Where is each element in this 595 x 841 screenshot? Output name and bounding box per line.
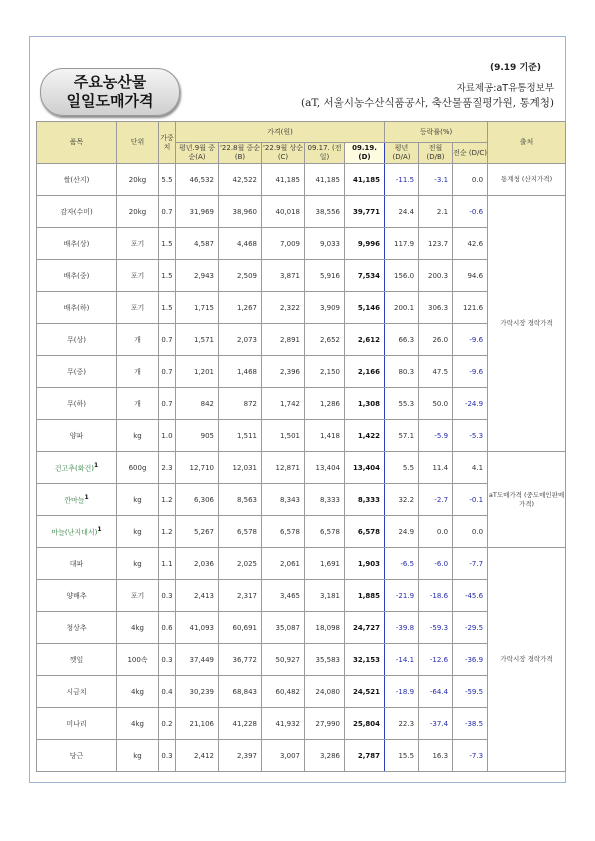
rate-r1: -18.9	[385, 676, 419, 708]
unit: 20kg	[117, 164, 159, 196]
footnote-mark: 1	[84, 493, 89, 501]
rate-r1: -14.1	[385, 644, 419, 676]
unit: 개	[117, 356, 159, 388]
rate-r2: 11.4	[419, 452, 453, 484]
item-name-text: 마늘(난지대서)	[51, 528, 98, 537]
weight: 0.3	[159, 740, 176, 772]
weight: 1.1	[159, 548, 176, 580]
data-sources: (aT, 서울시농수산식품공사, 축산물품질평가원, 통계청)	[301, 97, 554, 109]
weight: 1.0	[159, 420, 176, 452]
item-name	[37, 740, 117, 772]
table-row	[37, 548, 566, 580]
rate-r2: -64.4	[419, 676, 453, 708]
header-rate-year: 평년 (D/A)	[385, 143, 419, 164]
price-prev: 27,990	[305, 708, 345, 740]
price-d: 5,146	[345, 292, 385, 324]
rate-r3: -0.6	[453, 196, 488, 228]
table-row	[37, 452, 566, 484]
price-prev: 3,286	[305, 740, 345, 772]
price-d: 1,308	[345, 388, 385, 420]
table-row	[37, 516, 566, 548]
weight: 0.3	[159, 580, 176, 612]
weight: 1.2	[159, 516, 176, 548]
price-a: 21,106	[176, 708, 219, 740]
price-a: 1,571	[176, 324, 219, 356]
unit: kg	[117, 740, 159, 772]
price-b: 2,073	[219, 324, 262, 356]
price-b: 60,691	[219, 612, 262, 644]
unit: kg	[117, 420, 159, 452]
price-b: 8,563	[219, 484, 262, 516]
rate-r3: -38.5	[453, 708, 488, 740]
item-name	[37, 644, 117, 676]
header-price-d: 09.19. (D)	[345, 143, 385, 164]
unit: kg	[117, 516, 159, 548]
rate-r1: 200.1	[385, 292, 419, 324]
price-a: 1,201	[176, 356, 219, 388]
weight: 0.7	[159, 356, 176, 388]
item-name	[37, 708, 117, 740]
item-name-text: 배추(상)	[63, 239, 90, 248]
price-a: 31,969	[176, 196, 219, 228]
unit: 포기	[117, 292, 159, 324]
price-c: 2,061	[262, 548, 305, 580]
weight: 0.7	[159, 324, 176, 356]
rate-r1: -39.8	[385, 612, 419, 644]
rate-r2: -37.4	[419, 708, 453, 740]
price-b: 41,228	[219, 708, 262, 740]
rate-r2: -59.3	[419, 612, 453, 644]
unit: 포기	[117, 228, 159, 260]
weight: 1.5	[159, 228, 176, 260]
footnote-mark: 1	[97, 525, 102, 533]
item-name	[37, 452, 117, 484]
item-name-text: 깻잎	[69, 655, 84, 664]
rate-r3: -9.6	[453, 356, 488, 388]
price-prev: 18,098	[305, 612, 345, 644]
reference-date: (9.19 기준)	[490, 63, 541, 73]
price-c: 40,018	[262, 196, 305, 228]
rate-r3: -45.6	[453, 580, 488, 612]
weight: 1.2	[159, 484, 176, 516]
rate-r2: 200.3	[419, 260, 453, 292]
rate-r1: 117.9	[385, 228, 419, 260]
rate-r2: 2.1	[419, 196, 453, 228]
item-name	[37, 196, 117, 228]
header-weight: 가중치	[159, 122, 176, 164]
rate-r2: 16.3	[419, 740, 453, 772]
price-prev: 9,033	[305, 228, 345, 260]
price-prev: 2,652	[305, 324, 345, 356]
price-table	[36, 121, 566, 772]
unit: kg	[117, 484, 159, 516]
price-b: 38,960	[219, 196, 262, 228]
price-c: 3,871	[262, 260, 305, 292]
table-row	[37, 196, 566, 228]
table-row	[37, 356, 566, 388]
item-name	[37, 484, 117, 516]
source-cell: 가락시장 경락가격	[488, 548, 566, 772]
weight: 0.4	[159, 676, 176, 708]
item-name	[37, 292, 117, 324]
rate-r3: -29.5	[453, 612, 488, 644]
price-d: 24,727	[345, 612, 385, 644]
rate-r2: 26.0	[419, 324, 453, 356]
weight: 1.5	[159, 260, 176, 292]
price-c: 1,742	[262, 388, 305, 420]
header-unit: 단위	[117, 122, 159, 164]
unit: 4kg	[117, 676, 159, 708]
price-c: 2,396	[262, 356, 305, 388]
weight: 2.3	[159, 452, 176, 484]
price-c: 41,932	[262, 708, 305, 740]
unit: 4kg	[117, 708, 159, 740]
item-name	[37, 676, 117, 708]
rate-r3: -24.9	[453, 388, 488, 420]
price-prev: 5,916	[305, 260, 345, 292]
item-name-text: 무(상)	[67, 335, 86, 344]
rate-r3: -7.7	[453, 548, 488, 580]
table-row	[37, 484, 566, 516]
price-d: 13,404	[345, 452, 385, 484]
table-row	[37, 612, 566, 644]
unit: 포기	[117, 580, 159, 612]
rate-r1: 66.3	[385, 324, 419, 356]
price-b: 6,578	[219, 516, 262, 548]
rate-r2: 306.3	[419, 292, 453, 324]
unit: 개	[117, 388, 159, 420]
price-d: 1,422	[345, 420, 385, 452]
table-row	[37, 420, 566, 452]
price-prev: 13,404	[305, 452, 345, 484]
price-d: 1,903	[345, 548, 385, 580]
source-cell: 통계청 (산지가격)	[488, 164, 566, 196]
price-b: 2,317	[219, 580, 262, 612]
price-d: 41,185	[345, 164, 385, 196]
table-row	[37, 708, 566, 740]
price-d: 25,804	[345, 708, 385, 740]
price-a: 30,239	[176, 676, 219, 708]
price-a: 905	[176, 420, 219, 452]
price-prev: 41,185	[305, 164, 345, 196]
title-line1: 주요농산물	[73, 73, 147, 91]
price-c: 7,009	[262, 228, 305, 260]
item-name-text: 깐마늘	[64, 496, 85, 505]
title-badge	[40, 68, 180, 116]
header-rate-month: 전월 (D/B)	[419, 143, 453, 164]
header-rate-group: 등락률(%)	[385, 122, 488, 143]
rate-r3: -36.9	[453, 644, 488, 676]
price-b: 872	[219, 388, 262, 420]
rate-r2: -2.7	[419, 484, 453, 516]
item-name	[37, 356, 117, 388]
header-price-group: 가격(원)	[176, 122, 385, 143]
item-name-text: 당근	[69, 751, 84, 760]
rate-r1: 22.3	[385, 708, 419, 740]
unit: 20kg	[117, 196, 159, 228]
price-a: 2,036	[176, 548, 219, 580]
item-name-text: 미나리	[66, 719, 87, 728]
price-b: 2,509	[219, 260, 262, 292]
rate-r1: -6.5	[385, 548, 419, 580]
price-c: 50,927	[262, 644, 305, 676]
rate-r3: -9.6	[453, 324, 488, 356]
item-name	[37, 612, 117, 644]
rate-r2: 123.7	[419, 228, 453, 260]
table-row	[37, 644, 566, 676]
rate-r3: -5.3	[453, 420, 488, 452]
item-name	[37, 260, 117, 292]
item-name	[37, 388, 117, 420]
rate-r1: 57.1	[385, 420, 419, 452]
item-name-text: 대파	[69, 559, 84, 568]
unit: 개	[117, 324, 159, 356]
price-a: 2,413	[176, 580, 219, 612]
price-prev: 8,333	[305, 484, 345, 516]
unit: 600g	[117, 452, 159, 484]
header-price-a: 평년.9월 중순(A)	[176, 143, 219, 164]
price-c: 3,465	[262, 580, 305, 612]
rate-r3: 94.6	[453, 260, 488, 292]
price-c: 2,891	[262, 324, 305, 356]
price-b: 1,468	[219, 356, 262, 388]
price-c: 6,578	[262, 516, 305, 548]
table-row	[37, 388, 566, 420]
table-row	[37, 260, 566, 292]
item-name	[37, 548, 117, 580]
rate-r1: 15.5	[385, 740, 419, 772]
price-a: 5,267	[176, 516, 219, 548]
unit: 포기	[117, 260, 159, 292]
price-c: 12,871	[262, 452, 305, 484]
item-name-text: 양배추	[66, 591, 87, 600]
item-name-text: 쌀(산지)	[63, 175, 90, 184]
item-name	[37, 228, 117, 260]
price-prev: 1,691	[305, 548, 345, 580]
price-d: 1,885	[345, 580, 385, 612]
price-d: 24,521	[345, 676, 385, 708]
price-a: 1,715	[176, 292, 219, 324]
price-prev: 1,286	[305, 388, 345, 420]
header-item: 품목	[37, 122, 117, 164]
header-source: 출처	[488, 122, 566, 164]
rate-r2: -12.6	[419, 644, 453, 676]
item-name-text: 배추(하)	[63, 303, 90, 312]
rate-r2: -5.9	[419, 420, 453, 452]
rate-r2: 0.0	[419, 516, 453, 548]
weight: 0.3	[159, 644, 176, 676]
table-row	[37, 164, 566, 196]
weight: 1.5	[159, 292, 176, 324]
price-d: 8,333	[345, 484, 385, 516]
price-b: 12,031	[219, 452, 262, 484]
price-a: 4,587	[176, 228, 219, 260]
table-row	[37, 580, 566, 612]
item-name-text: 감자(수미)	[60, 207, 93, 216]
price-b: 2,025	[219, 548, 262, 580]
price-b: 2,397	[219, 740, 262, 772]
price-c: 60,482	[262, 676, 305, 708]
price-d: 7,534	[345, 260, 385, 292]
price-a: 41,093	[176, 612, 219, 644]
rate-r1: -21.9	[385, 580, 419, 612]
rate-r3: 0.0	[453, 516, 488, 548]
rate-r1: 24.4	[385, 196, 419, 228]
price-b: 68,843	[219, 676, 262, 708]
rate-r3: 4.1	[453, 452, 488, 484]
item-name-text: 청상추	[66, 623, 87, 632]
rate-r3: 42.6	[453, 228, 488, 260]
price-d: 39,771	[345, 196, 385, 228]
price-prev: 1,418	[305, 420, 345, 452]
header-price-b: '22.8월 중순(B)	[219, 143, 262, 164]
item-name	[37, 324, 117, 356]
rate-r1: 156.0	[385, 260, 419, 292]
weight: 0.2	[159, 708, 176, 740]
price-a: 46,532	[176, 164, 219, 196]
rate-r3: 121.6	[453, 292, 488, 324]
weight: 0.6	[159, 612, 176, 644]
rate-r2: -18.6	[419, 580, 453, 612]
data-provider: 자료제공:aT유통정보부	[456, 83, 554, 94]
item-name-text: 시금치	[66, 687, 87, 696]
rate-r1: 32.2	[385, 484, 419, 516]
price-prev: 38,556	[305, 196, 345, 228]
price-b: 42,522	[219, 164, 262, 196]
rate-r3: -59.5	[453, 676, 488, 708]
price-d: 2,787	[345, 740, 385, 772]
footnote-mark: 1	[94, 461, 99, 469]
price-b: 1,267	[219, 292, 262, 324]
price-c: 41,185	[262, 164, 305, 196]
price-prev: 35,583	[305, 644, 345, 676]
title-line2: 일일도매가격	[66, 92, 154, 110]
price-prev: 2,150	[305, 356, 345, 388]
unit: 4kg	[117, 612, 159, 644]
price-a: 2,412	[176, 740, 219, 772]
header-rate-period: 전순 (D/C)	[453, 143, 488, 164]
table-row	[37, 228, 566, 260]
rate-r3: -0.1	[453, 484, 488, 516]
rate-r2: -3.1	[419, 164, 453, 196]
item-name	[37, 420, 117, 452]
source-cell: aT도매가격 (중도매인판매가격)	[488, 452, 566, 548]
unit: kg	[117, 548, 159, 580]
header-price-c: '22.9월 상순(C)	[262, 143, 305, 164]
item-name	[37, 516, 117, 548]
item-name-text: 양파	[69, 431, 84, 440]
price-prev: 3,181	[305, 580, 345, 612]
rate-r1: 5.5	[385, 452, 419, 484]
table-row	[37, 740, 566, 772]
price-c: 2,322	[262, 292, 305, 324]
item-name-text: 무(중)	[67, 367, 86, 376]
table-row	[37, 676, 566, 708]
table-row	[37, 324, 566, 356]
weight: 0.7	[159, 196, 176, 228]
price-a: 6,306	[176, 484, 219, 516]
price-a: 2,943	[176, 260, 219, 292]
price-c: 35,087	[262, 612, 305, 644]
price-c: 8,343	[262, 484, 305, 516]
price-d: 32,153	[345, 644, 385, 676]
price-c: 3,007	[262, 740, 305, 772]
item-name	[37, 164, 117, 196]
header-price-prev: 09.17. (전일)	[305, 143, 345, 164]
item-name-text: 배추(중)	[63, 271, 90, 280]
weight: 0.7	[159, 388, 176, 420]
price-a: 842	[176, 388, 219, 420]
price-d: 6,578	[345, 516, 385, 548]
unit: 100속	[117, 644, 159, 676]
rate-r1: 24.9	[385, 516, 419, 548]
rate-r1: 80.3	[385, 356, 419, 388]
price-prev: 24,080	[305, 676, 345, 708]
item-name	[37, 580, 117, 612]
source-cell: 가락시장 경락가격	[488, 196, 566, 452]
price-b: 36,772	[219, 644, 262, 676]
price-c: 1,501	[262, 420, 305, 452]
price-b: 4,468	[219, 228, 262, 260]
price-b: 1,511	[219, 420, 262, 452]
price-d: 2,612	[345, 324, 385, 356]
rate-r2: 47.5	[419, 356, 453, 388]
rate-r3: 0.0	[453, 164, 488, 196]
table-row	[37, 292, 566, 324]
rate-r1: 55.3	[385, 388, 419, 420]
price-a: 12,710	[176, 452, 219, 484]
price-d: 9,996	[345, 228, 385, 260]
weight: 5.5	[159, 164, 176, 196]
price-a: 37,449	[176, 644, 219, 676]
price-prev: 3,909	[305, 292, 345, 324]
price-prev: 6,578	[305, 516, 345, 548]
item-name-text: 건고추(화건)	[54, 464, 95, 473]
item-name-text: 무(하)	[67, 399, 86, 408]
price-d: 2,166	[345, 356, 385, 388]
rate-r2: 50.0	[419, 388, 453, 420]
rate-r1: -11.5	[385, 164, 419, 196]
rate-r2: -6.0	[419, 548, 453, 580]
rate-r3: -7.3	[453, 740, 488, 772]
